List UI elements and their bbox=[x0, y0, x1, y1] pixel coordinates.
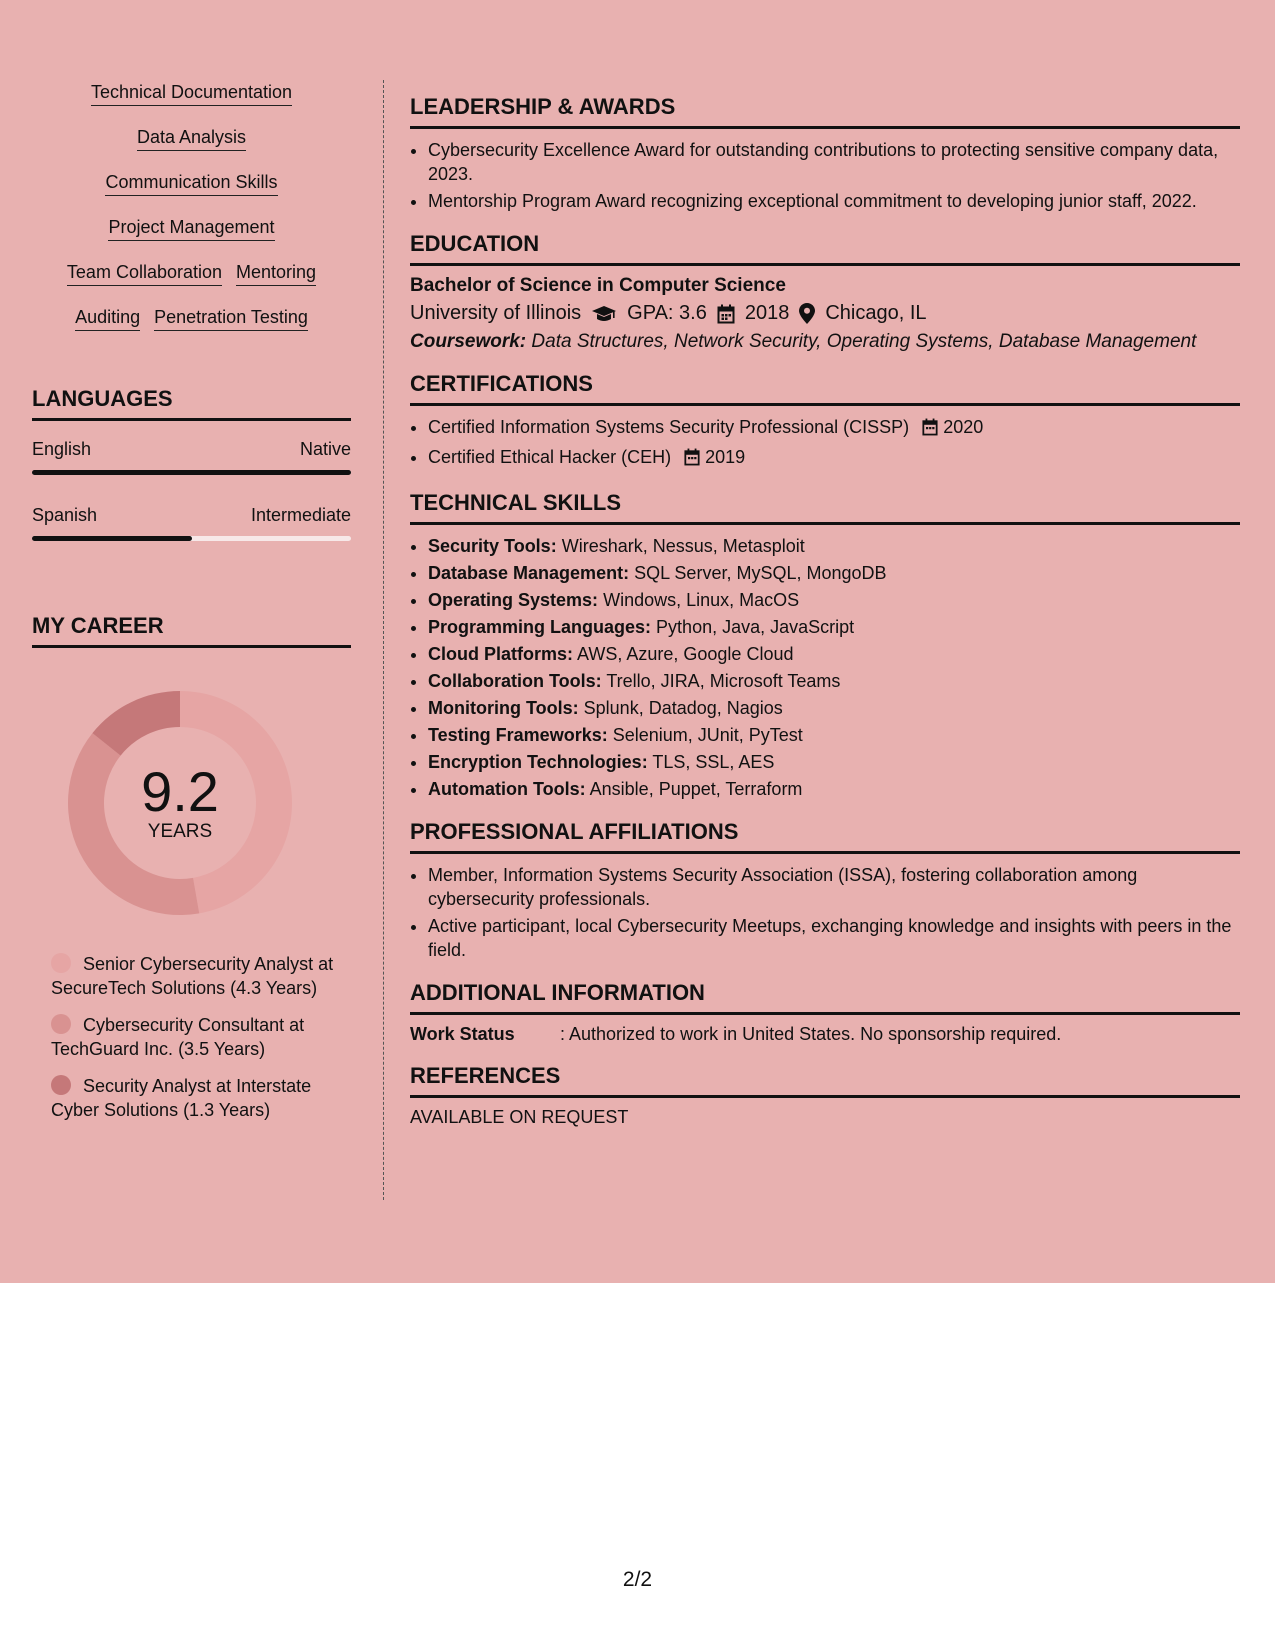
additional-info-section bbox=[410, 980, 1240, 1045]
certification-name: Certified Ethical Hacker (CEH) bbox=[428, 447, 672, 467]
tech-skill-label: Automation Tools: bbox=[428, 779, 586, 799]
references-section bbox=[410, 1063, 1240, 1128]
skill-row bbox=[32, 305, 351, 333]
tech-skill-value: Trello, JIRA, Microsoft Teams bbox=[606, 671, 841, 691]
tech-skill-value: Windows, Linux, MacOS bbox=[603, 590, 800, 610]
skill-tag: Mentoring bbox=[236, 260, 316, 286]
language-item bbox=[32, 439, 351, 475]
work-status-label: Work Status bbox=[410, 1024, 515, 1044]
language-name: English bbox=[32, 439, 92, 459]
coursework bbox=[410, 331, 1240, 353]
education-meta bbox=[410, 302, 1240, 325]
calendar-icon bbox=[684, 448, 700, 472]
technical-skills-list bbox=[410, 534, 1240, 801]
skill-row bbox=[32, 260, 351, 288]
tech-skill-value: Selenium, JUnit, PyTest bbox=[612, 725, 803, 745]
calendar-icon bbox=[717, 302, 735, 325]
language-proficiency-fill bbox=[32, 536, 192, 541]
additional-info-heading: ADDITIONAL INFORMATION bbox=[410, 980, 1240, 1015]
affiliations-heading: PROFESSIONAL AFFILIATIONS bbox=[410, 819, 1240, 854]
career-entry bbox=[51, 1074, 341, 1122]
leadership-section bbox=[410, 94, 1240, 213]
location-pin-icon bbox=[799, 302, 815, 325]
graduation-year: 2018 bbox=[744, 302, 790, 324]
tech-skill-item bbox=[428, 534, 1240, 558]
skill-tag: Auditing bbox=[75, 305, 140, 331]
work-status-value: : Authorized to work in United States. No sponsorship required. bbox=[560, 1024, 1062, 1044]
tech-skill-item bbox=[428, 615, 1240, 639]
affiliation-item: • Member, Information Systems Security Association (ISSA), fostering collaboration among cybersecurity professionals. bbox=[428, 863, 1240, 911]
skill-tag: Penetration Testing bbox=[154, 305, 308, 331]
calendar-icon bbox=[922, 418, 938, 442]
tech-skill-value: SQL Server, MySQL, MongoDB bbox=[634, 563, 887, 583]
gpa: GPA: 3.6 bbox=[627, 302, 707, 324]
references-heading: REFERENCES bbox=[410, 1063, 1240, 1098]
certifications-heading: CERTIFICATIONS bbox=[410, 371, 1240, 406]
school-location: Chicago, IL bbox=[825, 302, 927, 324]
school-name: University of Illinois bbox=[410, 302, 582, 324]
skill-row bbox=[32, 80, 351, 108]
language-name: Spanish bbox=[32, 505, 98, 525]
technical-skills-heading: TECHNICAL SKILLS bbox=[410, 490, 1240, 525]
career-entry-text: Senior Cybersecurity Analyst at SecureTech Solutions (4.3 Years) bbox=[51, 954, 334, 998]
career-heading: MY CAREER bbox=[32, 613, 351, 648]
career-dot bbox=[51, 953, 71, 973]
career-total-unit: YEARS bbox=[147, 821, 213, 842]
right-column bbox=[410, 94, 1240, 1146]
tech-skill-label: Programming Languages: bbox=[428, 617, 652, 637]
tech-skill-value: AWS, Azure, Google Cloud bbox=[577, 644, 794, 664]
career-entry-text: Security Analyst at Interstate Cyber Solutions (1.3 Years) bbox=[51, 1076, 312, 1120]
coursework-list: Data Structures, Network Security, Operating Systems, Database Management bbox=[531, 331, 1197, 352]
affiliation-item: • Active participant, local Cybersecurity Meetups, exchanging knowledge and insights with peers in the field. bbox=[428, 914, 1240, 962]
tech-skill-value: Wireshark, Nessus, Metasploit bbox=[561, 536, 805, 556]
left-column bbox=[32, 80, 351, 1135]
language-proficiency-bar bbox=[32, 470, 351, 475]
degree-title: Bachelor of Science in Computer Science bbox=[410, 275, 786, 296]
language-level: Native bbox=[299, 439, 351, 459]
tech-skill-value: Python, Java, JavaScript bbox=[656, 617, 855, 637]
career-entry bbox=[51, 952, 341, 1000]
certification-name: Certified Information Systems Security Professional (CISSP) bbox=[428, 417, 910, 437]
column-divider bbox=[383, 80, 384, 1200]
career-donut-chart bbox=[65, 688, 295, 918]
skill-tag: Technical Documentation bbox=[91, 80, 292, 106]
tech-skill-item bbox=[428, 777, 1240, 801]
donut-center bbox=[65, 688, 295, 918]
tech-skill-label: Operating Systems: bbox=[428, 590, 599, 610]
skill-tag: Communication Skills bbox=[105, 170, 277, 196]
skill-row bbox=[32, 170, 351, 198]
leadership-heading: LEADERSHIP & AWARDS bbox=[410, 94, 1240, 129]
tech-skill-item bbox=[428, 561, 1240, 585]
certification-year: 2019 bbox=[705, 447, 746, 467]
tech-skill-value: Ansible, Puppet, Terraform bbox=[589, 779, 803, 799]
tech-skill-value: TLS, SSL, AES bbox=[652, 752, 775, 772]
leadership-item: • Cybersecurity Excellence Award for outstanding contributions to protecting sensitive company data, 2023. bbox=[428, 138, 1240, 186]
tech-skill-label: Security Tools: bbox=[428, 536, 557, 556]
career-dot bbox=[51, 1075, 71, 1095]
tech-skill-item bbox=[428, 642, 1240, 666]
language-item bbox=[32, 505, 351, 541]
tech-skill-label: Collaboration Tools: bbox=[428, 671, 602, 691]
certification-item bbox=[428, 415, 1240, 442]
tech-skill-item bbox=[428, 723, 1240, 747]
tech-skill-item bbox=[428, 669, 1240, 693]
tech-skill-label: Testing Frameworks: bbox=[428, 725, 608, 745]
tech-skill-item bbox=[428, 750, 1240, 774]
language-proficiency-fill bbox=[32, 470, 351, 475]
skill-row bbox=[32, 215, 351, 243]
education-section bbox=[410, 231, 1240, 353]
graduation-cap-icon bbox=[591, 302, 617, 325]
certification-year: 2020 bbox=[943, 417, 984, 437]
tech-skill-label: Monitoring Tools: bbox=[428, 698, 579, 718]
technical-skills-section bbox=[410, 490, 1240, 801]
career-entry bbox=[51, 1013, 341, 1061]
career-dot bbox=[51, 1014, 71, 1034]
tech-skill-item bbox=[428, 696, 1240, 720]
skill-row bbox=[32, 125, 351, 153]
skill-tag: Team Collaboration bbox=[67, 260, 222, 286]
tech-skill-item bbox=[428, 588, 1240, 612]
skill-tag: Project Management bbox=[108, 215, 274, 241]
affiliations-section bbox=[410, 819, 1240, 962]
tech-skill-label: Database Management: bbox=[428, 563, 630, 583]
coursework-label: Coursework: bbox=[410, 331, 527, 352]
skills-tags bbox=[32, 80, 351, 333]
tech-skill-label: Cloud Platforms: bbox=[428, 644, 574, 664]
skill-tag: Data Analysis bbox=[137, 125, 246, 151]
languages-heading: LANGUAGES bbox=[32, 386, 351, 421]
page-number: 2/2 bbox=[622, 1568, 653, 1591]
language-level: Intermediate bbox=[250, 505, 351, 525]
certification-item bbox=[428, 445, 1240, 472]
work-status-row bbox=[410, 1024, 1240, 1045]
career-entry-text: Cybersecurity Consultant at TechGuard Inc. (3.5 Years) bbox=[51, 1015, 305, 1059]
career-total-value: 9.2 bbox=[141, 760, 219, 823]
language-proficiency-bar bbox=[32, 536, 351, 541]
certifications-section bbox=[410, 371, 1240, 472]
tech-skill-value: Splunk, Datadog, Nagios bbox=[583, 698, 783, 718]
tech-skill-label: Encryption Technologies: bbox=[428, 752, 648, 772]
education-heading: EDUCATION bbox=[410, 231, 1240, 266]
references-text: AVAILABLE ON REQUEST bbox=[410, 1107, 629, 1127]
leadership-item: • Mentorship Program Award recognizing exceptional commitment to developing junior staff, 2022. bbox=[428, 189, 1240, 213]
